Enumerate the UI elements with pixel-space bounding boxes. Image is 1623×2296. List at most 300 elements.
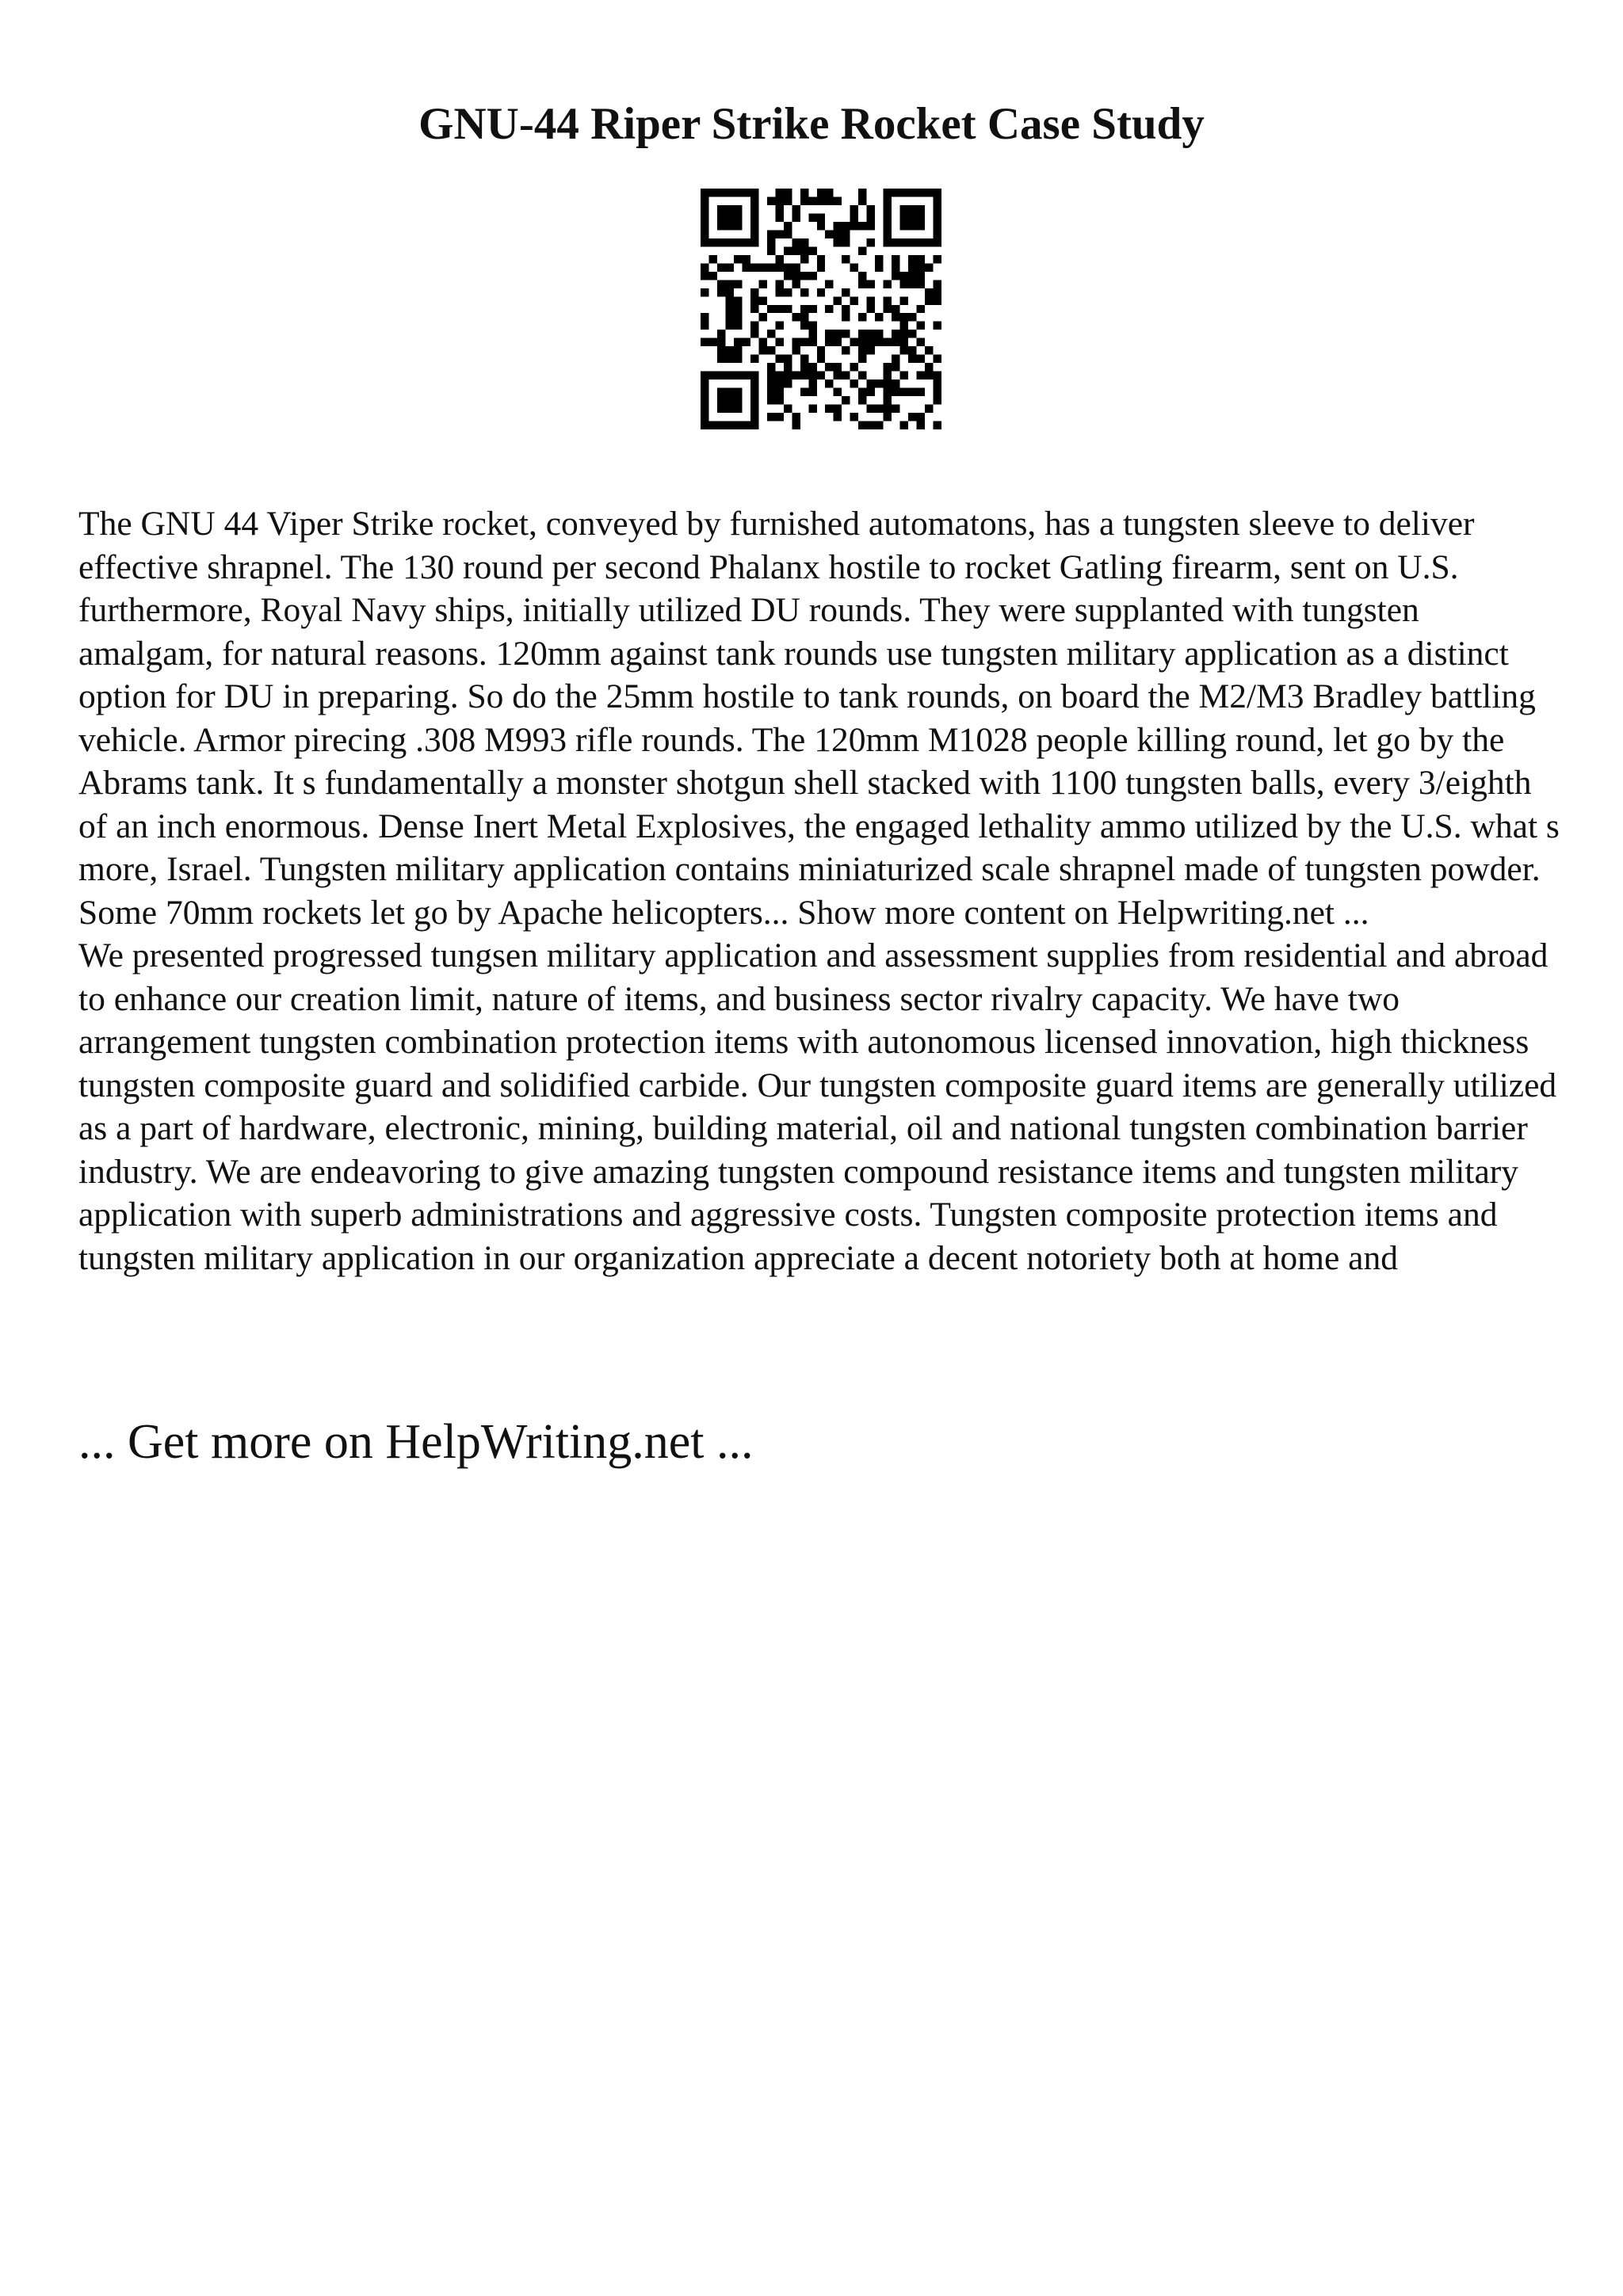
qr-module	[701, 388, 708, 396]
qr-module	[884, 388, 892, 396]
qr-module	[900, 421, 908, 429]
qr-module	[934, 288, 941, 296]
qr-module	[892, 255, 899, 263]
qr-module	[834, 413, 842, 421]
qr-module	[800, 355, 808, 363]
qr-module	[701, 372, 708, 379]
qr-module	[701, 213, 708, 221]
qr-module	[784, 372, 792, 379]
qr-module	[775, 189, 783, 196]
qr-module	[817, 196, 825, 204]
qr-module	[817, 222, 825, 230]
qr-module	[917, 272, 925, 280]
qr-module	[892, 330, 899, 338]
qr-module	[842, 346, 850, 354]
qr-module	[734, 222, 742, 230]
qr-module	[908, 213, 916, 221]
qr-module	[842, 230, 850, 238]
qr-module	[908, 205, 916, 213]
qr-module	[875, 421, 883, 429]
qr-module	[750, 330, 758, 338]
qr-module	[808, 196, 816, 204]
qr-module	[758, 346, 766, 354]
qr-module	[892, 363, 899, 371]
qr-module	[758, 313, 766, 321]
qr-module	[825, 189, 833, 196]
qr-module	[725, 205, 733, 213]
qr-module	[834, 363, 842, 371]
qr-module	[817, 372, 825, 379]
qr-module	[701, 189, 708, 196]
qr-code-icon[interactable]	[701, 189, 941, 429]
qr-module	[842, 238, 850, 246]
qr-module	[800, 238, 808, 246]
qr-module	[800, 338, 808, 346]
qr-module	[800, 363, 808, 371]
qr-module	[917, 222, 925, 230]
qr-module	[934, 238, 941, 246]
qr-module	[808, 305, 816, 313]
qr-module	[708, 338, 716, 346]
qr-module	[834, 388, 842, 396]
qr-module	[850, 296, 858, 304]
qr-module	[858, 330, 866, 338]
qr-module	[834, 405, 842, 413]
qr-module	[767, 363, 775, 371]
qr-module	[908, 388, 916, 396]
qr-module	[750, 213, 758, 221]
qr-module	[784, 196, 792, 204]
qr-module	[842, 330, 850, 338]
qr-module	[834, 330, 842, 338]
qr-module	[825, 280, 833, 288]
qr-module	[717, 288, 725, 296]
qr-module	[875, 379, 883, 387]
qr-module	[858, 355, 866, 363]
qr-module	[717, 222, 725, 230]
qr-module	[858, 346, 866, 354]
qr-module	[875, 313, 883, 321]
qr-module	[792, 205, 800, 213]
qr-module	[701, 421, 708, 429]
qr-module	[775, 355, 783, 363]
qr-module	[767, 379, 775, 387]
qr-module	[767, 330, 775, 338]
qr-module	[701, 205, 708, 213]
qr-module	[734, 372, 742, 379]
qr-module	[750, 196, 758, 204]
qr-module	[717, 405, 725, 413]
qr-module	[842, 305, 850, 313]
qr-module	[925, 363, 933, 371]
qr-module	[908, 313, 916, 321]
qr-module	[750, 405, 758, 413]
qr-module	[850, 205, 858, 213]
qr-module	[808, 322, 816, 330]
qr-module	[900, 222, 908, 230]
qr-module	[792, 346, 800, 354]
qr-module	[775, 213, 783, 221]
qr-module	[850, 363, 858, 371]
qr-module	[775, 379, 783, 387]
qr-module	[850, 413, 858, 421]
qr-module	[867, 330, 875, 338]
qr-module	[884, 238, 892, 246]
qr-module	[858, 388, 866, 396]
qr-module	[892, 263, 899, 271]
qr-module	[717, 280, 725, 288]
qr-module	[858, 338, 866, 346]
qr-module	[767, 238, 775, 246]
qr-module	[775, 322, 783, 330]
qr-module	[808, 405, 816, 413]
qr-module	[775, 288, 783, 296]
qr-module	[934, 296, 941, 304]
qr-module	[725, 189, 733, 196]
qr-module	[750, 388, 758, 396]
qr-module	[817, 255, 825, 263]
qr-module	[750, 372, 758, 379]
qr-module	[925, 372, 933, 379]
qr-module	[825, 330, 833, 338]
qr-module	[867, 222, 875, 230]
qr-module	[750, 263, 758, 271]
paragraph-2: We presented progressed tungsen military application and assessment supplies from residential and abroad to enhance our creation limit, nature of items, and business sector rivalry capacity. We have two arrangement tungsten combination protection items with autonomous licensed innovation, high thickness tungsten composite guard and solidified carbide. Our tungsten composite guard items are generally utilized as a part of hardware, electronic, mining, building material, oil and national tungsten combination barrier industry. We are endeavoring to give amazing tungsten compound resistance items and tungsten military application with superb administrations and aggressive costs. Tungsten composite protection items and tungsten military application in our organization appreciate a decent notoriety both at home and	[78, 936, 1557, 1277]
qr-module	[900, 313, 908, 321]
qr-module	[934, 396, 941, 404]
qr-module	[701, 222, 708, 230]
qr-module	[908, 263, 916, 271]
qr-module	[867, 305, 875, 313]
body-text	[78, 502, 1560, 1280]
qr-module	[808, 363, 816, 371]
qr-module	[908, 222, 916, 230]
qr-module	[767, 196, 775, 204]
qr-module	[750, 288, 758, 296]
qr-module	[701, 238, 708, 246]
qr-module	[808, 272, 816, 280]
qr-module	[725, 388, 733, 396]
qr-module	[701, 338, 708, 346]
qr-module	[858, 280, 866, 288]
qr-module	[925, 288, 933, 296]
qr-module	[934, 388, 941, 396]
qr-module	[725, 213, 733, 221]
qr-module	[875, 255, 883, 263]
qr-module	[917, 372, 925, 379]
qr-module	[717, 330, 725, 338]
qr-module	[875, 263, 883, 271]
qr-module	[784, 230, 792, 238]
qr-module	[850, 263, 858, 271]
qr-module	[734, 205, 742, 213]
qr-module	[917, 189, 925, 196]
qr-module	[734, 405, 742, 413]
qr-module	[725, 305, 733, 313]
qr-module	[858, 313, 866, 321]
qr-module	[742, 263, 750, 271]
qr-module	[808, 338, 816, 346]
qr-module	[775, 263, 783, 271]
qr-module	[708, 421, 716, 429]
qr-module	[734, 213, 742, 221]
qr-module	[917, 238, 925, 246]
qr-module	[900, 213, 908, 221]
qr-module	[767, 388, 775, 396]
qr-module	[784, 272, 792, 280]
qr-module	[842, 313, 850, 321]
qr-module	[842, 288, 850, 296]
qr-module	[767, 230, 775, 238]
qr-module	[758, 296, 766, 304]
qr-module	[750, 238, 758, 246]
qr-module	[708, 189, 716, 196]
qr-module	[792, 280, 800, 288]
qr-module	[892, 238, 899, 246]
qr-module	[767, 263, 775, 271]
qr-module	[808, 372, 816, 379]
qr-module	[908, 330, 916, 338]
qr-module	[925, 238, 933, 246]
qr-module	[742, 372, 750, 379]
qr-module	[900, 296, 908, 304]
qr-module	[900, 189, 908, 196]
qr-module	[817, 189, 825, 196]
qr-module	[792, 313, 800, 321]
qr-module	[725, 313, 733, 321]
qr-module	[800, 288, 808, 296]
qr-module	[825, 305, 833, 313]
qr-module	[701, 322, 708, 330]
qr-module	[934, 372, 941, 379]
qr-module	[925, 296, 933, 304]
qr-module	[925, 189, 933, 196]
qr-module	[734, 280, 742, 288]
qr-module	[908, 255, 916, 263]
qr-module	[792, 338, 800, 346]
qr-module	[884, 222, 892, 230]
qr-module	[708, 255, 716, 263]
qr-module	[750, 421, 758, 429]
qr-module	[784, 355, 792, 363]
qr-module	[800, 372, 808, 379]
qr-module	[701, 288, 708, 296]
qr-module	[717, 372, 725, 379]
qr-module	[867, 213, 875, 221]
qr-module	[875, 338, 883, 346]
qr-module	[892, 379, 899, 387]
qr-module	[884, 379, 892, 387]
qr-module	[750, 355, 758, 363]
qr-module	[725, 222, 733, 230]
qr-module	[858, 189, 866, 196]
qr-module	[758, 338, 766, 346]
qr-module	[900, 272, 908, 280]
qr-module	[742, 238, 750, 246]
qr-module	[808, 379, 816, 387]
qr-module	[750, 396, 758, 404]
qr-module	[858, 396, 866, 404]
qr-module	[892, 305, 899, 313]
qr-module	[750, 305, 758, 313]
qr-module	[775, 388, 783, 396]
qr-module	[884, 372, 892, 379]
qr-module	[717, 346, 725, 354]
qr-module	[884, 363, 892, 371]
qr-module	[808, 213, 816, 221]
qr-module	[917, 205, 925, 213]
qr-module	[701, 396, 708, 404]
qr-module	[734, 322, 742, 330]
qr-module	[934, 355, 941, 363]
qr-module	[750, 205, 758, 213]
paragraph-1: The GNU 44 Viper Strike rocket, conveyed by furnished automatons, has a tungsten sleeve to deliver effective shrapnel. The 130 round per second Phalanx hostile to rocket Gatling firearm, sent on U.S. furthermore, Royal Navy ships, initially utilized DU rounds. They were supplanted with tungsten amalgam, for natural reasons. 120mm against tank rounds use tungsten military application as a distinct option for DU in preparing. So do the 25mm hostile to tank rounds, on board the M2/M3 Bradley battling vehicle. Armor pirecing .308 M993 rifle rounds. The 120mm M1028 people killing round, let go by the Abrams tank. It s fundamentally a monster shotgun shell stacked with 1100 tungsten balls, every 3/eighth of an inch enormous. Dense Inert Metal Explosives, the engaged lethality ammo utilized by the U.S. what s more, Israel. Tungsten military application contains miniaturized scale shrapnel made of tungsten powder. Some 70mm rockets let go by Apache helicopters... Show more content on Helpwriting.net ...	[78, 505, 1560, 932]
qr-module	[884, 205, 892, 213]
qr-module	[908, 238, 916, 246]
qr-module	[925, 405, 933, 413]
qr-module	[834, 230, 842, 238]
qr-module	[792, 372, 800, 379]
qr-module	[858, 246, 866, 254]
qr-module	[908, 272, 916, 280]
qr-module	[900, 322, 908, 330]
qr-module	[758, 280, 766, 288]
qr-module	[734, 238, 742, 246]
qr-module	[808, 330, 816, 338]
qr-module	[775, 338, 783, 346]
qr-module	[842, 396, 850, 404]
qr-module	[800, 196, 808, 204]
qr-module	[934, 230, 941, 238]
qr-module	[867, 205, 875, 213]
qr-module	[701, 413, 708, 421]
qr-module	[900, 388, 908, 396]
qr-module	[701, 405, 708, 413]
qr-module	[734, 255, 742, 263]
qr-module	[725, 263, 733, 271]
qr-module	[792, 421, 800, 429]
qr-module	[725, 296, 733, 304]
qr-module	[775, 196, 783, 204]
qr-module	[750, 322, 758, 330]
qr-module	[750, 189, 758, 196]
get-more-link[interactable]: ... Get more on HelpWriting.net ...	[78, 1415, 754, 1469]
qr-module	[917, 413, 925, 421]
qr-module	[884, 405, 892, 413]
qr-module	[725, 288, 733, 296]
qr-module	[742, 338, 750, 346]
qr-module	[892, 388, 899, 396]
qr-module	[734, 388, 742, 396]
qr-module	[817, 213, 825, 221]
qr-module	[750, 413, 758, 421]
qr-module	[784, 263, 792, 271]
qr-module	[867, 280, 875, 288]
qr-module	[834, 196, 842, 204]
qr-module	[934, 196, 941, 204]
qr-module	[908, 189, 916, 196]
qr-module	[767, 246, 775, 254]
qr-module	[800, 322, 808, 330]
qr-module	[717, 189, 725, 196]
qr-module	[892, 405, 899, 413]
qr-module	[767, 372, 775, 379]
qr-module	[717, 355, 725, 363]
qr-module	[925, 346, 933, 354]
qr-module	[742, 255, 750, 263]
qr-module	[900, 372, 908, 379]
qr-module	[800, 272, 808, 280]
qr-module	[884, 413, 892, 421]
qr-module	[742, 189, 750, 196]
qr-module	[842, 255, 850, 263]
qr-module	[800, 246, 808, 254]
qr-module	[834, 338, 842, 346]
qr-module	[784, 288, 792, 296]
qr-module	[717, 388, 725, 396]
qr-module	[750, 296, 758, 304]
qr-module	[717, 396, 725, 404]
qr-module	[725, 372, 733, 379]
qr-module	[758, 263, 766, 271]
qr-module	[775, 205, 783, 213]
qr-module	[792, 413, 800, 421]
qr-module	[775, 372, 783, 379]
qr-module	[925, 263, 933, 271]
qr-module	[775, 280, 783, 288]
qr-module	[775, 305, 783, 313]
qr-module	[725, 238, 733, 246]
qr-module	[717, 213, 725, 221]
qr-module	[867, 405, 875, 413]
qr-module	[817, 355, 825, 363]
qr-module	[917, 263, 925, 271]
qr-module	[701, 263, 708, 271]
qr-module	[934, 280, 941, 288]
qr-module	[792, 272, 800, 280]
qr-module	[858, 222, 866, 230]
qr-module	[867, 238, 875, 246]
qr-module	[934, 322, 941, 330]
qr-module	[817, 263, 825, 271]
qr-module	[784, 405, 792, 413]
qr-module	[917, 280, 925, 288]
qr-module	[734, 346, 742, 354]
qr-module	[884, 196, 892, 204]
qr-module	[800, 189, 808, 196]
qr-module	[734, 305, 742, 313]
qr-module	[850, 222, 858, 230]
qr-module	[834, 222, 842, 230]
qr-module	[900, 338, 908, 346]
qr-module	[934, 213, 941, 221]
qr-module	[784, 305, 792, 313]
qr-module	[900, 280, 908, 288]
qr-module	[934, 222, 941, 230]
qr-module	[784, 363, 792, 371]
qr-module	[917, 338, 925, 346]
qr-module	[767, 413, 775, 421]
qr-module	[900, 205, 908, 213]
qr-module	[917, 322, 925, 330]
qr-module	[908, 280, 916, 288]
qr-module	[884, 189, 892, 196]
qr-module	[817, 346, 825, 354]
qr-module	[775, 255, 783, 263]
qr-module	[734, 355, 742, 363]
qr-module	[884, 213, 892, 221]
qr-module	[825, 338, 833, 346]
